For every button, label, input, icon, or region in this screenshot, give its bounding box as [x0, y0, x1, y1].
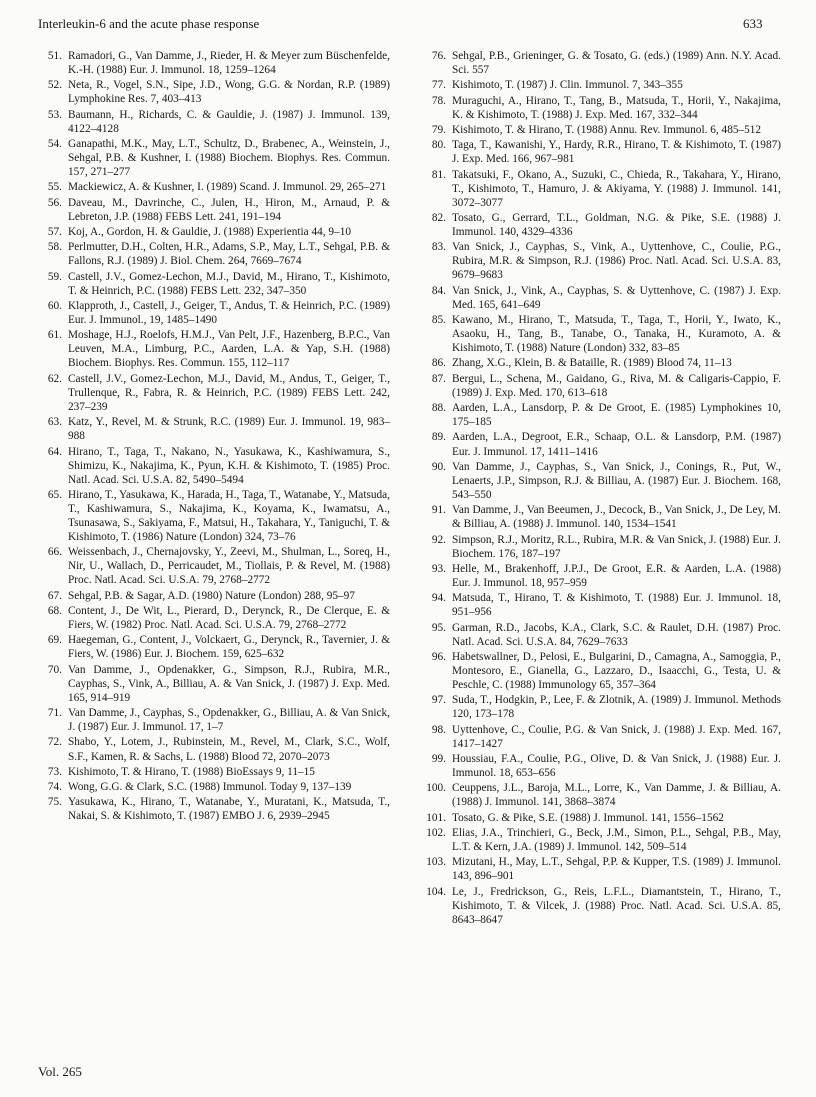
reference-text: Kishimoto, T. & Hirano, T. (1988) Annu. Rev. Immunol. 6, 485–512: [452, 123, 762, 136]
reference-number: 92.: [431, 533, 446, 546]
page-number: 633: [743, 16, 763, 31]
reference-number: 68.: [47, 605, 62, 618]
reference-number: 62.: [47, 372, 62, 385]
reference-number: 82.: [431, 212, 446, 225]
reference-entry: [421, 621, 781, 649]
reference-number: 93.: [431, 562, 446, 575]
reference-text: Mizutani, H., May, L.T., Sehgal, P.P. & Kupper, T.S. (1989) J. Immunol. 143, 896–901: [452, 856, 781, 883]
reference-entry: [38, 706, 390, 734]
reference-number: 75.: [47, 796, 62, 809]
reference-number: 71.: [47, 707, 62, 720]
reference-entry: [38, 545, 390, 587]
reference-text: Houssiau, F.A., Coulie, P.G., Olive, D. & Van Snick, J. (1988) Eur. J. Immunol. 18, 653–656: [452, 753, 781, 780]
reference-entry: [38, 78, 390, 106]
reference-text: Moshage, H.J., Roelofs, H.M.J., Van Pelt, J.F., Hazenberg, B.P.C., Van Leuven, M.A., Limburg, P.C., Aarden, L.A. & Yap, S.H. (1988) Biochem. Biophys. Res. Commun. 155, 112–117: [68, 329, 390, 370]
reference-number: 63.: [47, 416, 62, 429]
reference-list-left: [38, 49, 390, 825]
reference-entry: [421, 811, 781, 825]
reference-entry: [421, 123, 781, 137]
reference-entry: [421, 401, 781, 429]
reference-number: 84.: [431, 284, 446, 297]
reference-number: 78.: [431, 94, 446, 107]
reference-number: 66.: [47, 546, 62, 559]
reference-number: 101.: [426, 811, 446, 824]
reference-text: Uyttenhove, C., Coulie, P.G. & Van Snick, J. (1988) J. Exp. Med. 167, 1417–1427: [452, 723, 781, 750]
reference-text: Van Snick, J., Cayphas, S., Vink, A., Uyttenhove, C., Coulie, P.G., Rubira, M.R. & Simpson, R.J. (1986) Proc. Natl. Acad. Sci. U.S.A. 83, 9679–9683: [452, 241, 781, 282]
reference-entry: [421, 356, 781, 370]
reference-number: 60.: [47, 300, 62, 313]
reference-number: 94.: [431, 592, 446, 605]
reference-text: Castell, J.V., Gomez-Lechon, M.J., David, M., Andus, T., Geiger, T., Trullenque, R., Fabra, R. & Heinrich, P.C. (1989) FEBS Lett. 242, 237–239: [68, 372, 390, 413]
reference-entry: [421, 430, 781, 458]
reference-text: Shabo, Y., Lotem, J., Rubinstein, M., Revel, M., Clark, S.C., Wolf, S.F., Kamen, R. & Sachs, L. (1988) Blood 72, 2070–2073: [68, 736, 390, 763]
reference-text: Castell, J.V., Gomez-Lechon, M.J., David, M., Hirano, T., Kishimoto, T. & Heinrich, P.C. (1988) FEBS Lett. 232, 347–350: [68, 270, 390, 297]
reference-text: Perlmutter, D.H., Colten, H.R., Adams, S.P., May, L.T., Sehgal, P.B. & Fallons, R.J. (1989) J. Biol. Chem. 264, 7669–7674: [68, 241, 390, 268]
reference-entry: [421, 313, 781, 355]
reference-text: Sehgal, P.B., Grieninger, G. & Tosato, G. (eds.) (1989) Ann. N.Y. Acad. Sci. 557: [452, 50, 781, 77]
reference-entry: [38, 445, 390, 487]
reference-number: 69.: [47, 634, 62, 647]
reference-number: 98.: [431, 723, 446, 736]
reference-entry: [421, 284, 781, 312]
reference-entry: [421, 591, 781, 619]
reference-text: Takatsuki, F., Okano, A., Suzuki, C., Chieda, R., Takahara, Y., Hirano, T., Kishimoto, T., Hamuro, J. & Akiyama, Y. (1988) J. Immunol. 141, 3072–3077: [452, 168, 781, 209]
reference-text: Yasukawa, K., Hirano, T., Watanabe, Y., Muratani, K., Matsuda, T., Nakai, S. & Kishimoto, T. (1987) EMBO J. 6, 2939–2945: [68, 796, 390, 823]
reference-entry: [421, 78, 781, 92]
reference-number: 100.: [426, 782, 446, 795]
reference-number: 61.: [47, 329, 62, 342]
reference-entry: [421, 781, 781, 809]
reference-list-right: [421, 49, 781, 928]
reference-text: Neta, R., Vogel, S.N., Sipe, J.D., Wong, G.G. & Nordan, R.P. (1989) Lymphokine Res. 7, 403–413: [68, 79, 390, 106]
reference-entry: [421, 503, 781, 531]
reference-entry: [421, 723, 781, 751]
reference-text: Hirano, T., Taga, T., Nakano, N., Yasukawa, K., Kashiwamura, S., Shimizu, K., Nakajima, K., Pyun, K.H. & Kishimoto, T. (1985) Proc. Natl. Acad. Sci. U.S.A. 82, 5490–5494: [68, 445, 390, 486]
reference-entry: [38, 180, 390, 194]
reference-entry: [421, 693, 781, 721]
reference-text: Helle, M., Brakenhoff, J.P.J., De Groot, E.R. & Aarden, L.A. (1988) Eur. J. Immunol. 18, 957–959: [452, 562, 781, 589]
reference-entry: [421, 94, 781, 122]
reference-number: 89.: [431, 431, 446, 444]
reference-text: Elias, J.A., Trinchieri, G., Beck, J.M., Simon, P.L., Sehgal, P.B., May, L.T. & Kern, J.A. (1989) J. Immunol. 142, 509–514: [452, 826, 781, 854]
reference-number: 64.: [47, 445, 62, 458]
reference-text: Bergui, L., Schena, M., Gaidano, G., Riva, M. & Caligaris-Cappio, F. (1989) J. Exp. Med. 170, 613–618: [452, 372, 781, 399]
reference-text: Ganapathi, M.K., May, L.T., Schultz, D., Brabenec, A., Weinstein, J., Sehgal, P.B. & Kushner, I. (1988) Biochem. Biophys. Res. Commun. 157, 271–277: [68, 138, 390, 179]
reference-entry: [38, 270, 390, 298]
running-title: Interleukin-6 and the acute phase response: [38, 16, 260, 31]
reference-text: Van Damme, J., Cayphas, S., Opdenakker, G., Billiau, A. & Van Snick, J. (1987) Eur. J. Immunol. 17, 1–7: [68, 707, 390, 734]
reference-entry: [421, 562, 781, 590]
reference-entry: [421, 460, 781, 502]
reference-text: Tosato, G. & Pike, S.E. (1988) J. Immunol. 141, 1556–1562: [452, 811, 724, 824]
reference-text: Van Damme, J., Opdenakker, G., Simpson, R.J., Rubira, M.R., Cayphas, S., Vink, A., Billiau, A. & Van Snick, J. (1987) J. Exp. Med. 165, 914–919: [68, 663, 390, 704]
reference-text: Kishimoto, T. (1987) J. Clin. Immunol. 7, 343–355: [452, 79, 683, 92]
reference-entry: [38, 225, 390, 239]
reference-number: 57.: [47, 226, 62, 239]
reference-entry: [38, 765, 390, 779]
reference-text: Baumann, H., Richards, C. & Gauldie, J. (1987) J. Immunol. 139, 4122–4128: [68, 108, 390, 135]
reference-entry: [421, 211, 781, 239]
reference-text: Aarden, L.A., Degroot, E.R., Schaap, O.L. & Lansdorp, P.M. (1987) Eur. J. Immunol. 17, 1411–1416: [452, 431, 781, 458]
reference-text: Ramadori, G., Van Damme, J., Rieder, H. & Meyer zum Büschenfelde, K.-H. (1988) Eur. J. Immunol. 18, 1259–1264: [68, 50, 390, 77]
reference-text: Le, J., Fredrickson, G., Reis, L.F.L., Diamantstein, T., Hirano, T., Kishimoto, T. & Vilcek, J. (1988) Proc. Natl. Acad. Sci. U.S.A. 85, 8643–8647: [452, 885, 781, 926]
reference-entry: [38, 137, 390, 179]
reference-entry: [38, 415, 390, 443]
reference-number: 55.: [47, 181, 62, 194]
reference-number: 67.: [47, 589, 62, 602]
reference-number: 85.: [431, 314, 446, 327]
reference-number: 97.: [431, 694, 446, 707]
reference-text: Van Snick, J., Vink, A., Cayphas, S. & Uyttenhove, C. (1987) J. Exp. Med. 165, 641–649: [452, 284, 781, 311]
reference-entry: [421, 240, 781, 282]
reference-entry: [38, 589, 390, 603]
reference-text: Daveau, M., Davrinche, C., Julen, H., Hiron, M., Arnaud, P. & Lebreton, J.P. (1988) FEBS Lett. 241, 191–194: [68, 196, 390, 223]
reference-entry: [38, 735, 390, 763]
reference-number: 104.: [426, 885, 446, 898]
reference-entry: [38, 372, 390, 414]
reference-number: 79.: [431, 123, 446, 136]
reference-entry: [421, 49, 781, 77]
reference-text: Kawano, M., Hirano, T., Matsuda, T., Taga, T., Horii, Y., Iwato, K., Asaoku, H., Tang, B., Tanabe, O., Tanaka, H., Kuramoto, A. & Kishimoto, T. (1988) Nature (London) 332, 83–85: [452, 314, 781, 355]
reference-entry: [38, 108, 390, 136]
reference-number: 65.: [47, 488, 62, 501]
reference-text: Hirano, T., Yasukawa, K., Harada, H., Taga, T., Watanabe, Y., Matsuda, T., Kashiwamura, S., Nakajima, K., Koyama, K., Iwamatsu, A., Tsunasawa, S., Sakiyama, F., Matsui, H., Takahara, Y., Taniguchi, T. & Kishimoto, T. (1986) Nature (London) 324, 73–76: [68, 488, 390, 544]
reference-text: Klapproth, J., Castell, J., Geiger, T., Andus, T. & Heinrich, P.C. (1989) Eur. J. Immunol., 19, 1485–1490: [68, 300, 390, 327]
reference-number: 73.: [47, 765, 62, 778]
reference-number: 80.: [431, 139, 446, 152]
reference-entry: [421, 168, 781, 210]
reference-number: 72.: [47, 736, 62, 749]
reference-text: Suda, T., Hodgkin, P., Lee, F. & Zlotnik, A. (1989) J. Immunol. Methods 120, 173–178: [452, 694, 781, 721]
reference-text: Van Damme, J., Cayphas, S., Van Snick, J., Conings, R., Put, W., Lenaerts, J.P., Simpson, R.J. & Billiau, A. (1987) Eur. J. Biochem. 168, 543–550: [452, 460, 781, 501]
reference-number: 87.: [431, 372, 446, 385]
reference-entry: [38, 604, 390, 632]
reference-entry: [421, 138, 781, 166]
reference-text: Aarden, L.A., Lansdorp, P. & De Groot, E. (1985) Lymphokines 10, 175–185: [452, 402, 781, 429]
volume-label: Vol. 265: [38, 1064, 82, 1079]
reference-text: Weissenbach, J., Chernajovsky, Y., Zeevi, M., Shulman, L., Soreq, H., Nir, U., Wallach, D., Perricaudet, M., Tiollais, P. & Revel, M. (1988) Proc. Natl. Acad. Sci. U.S.A. 79, 2768–2772: [68, 546, 390, 587]
reference-entry: [421, 826, 781, 854]
reference-entry: [421, 533, 781, 561]
reference-number: 96.: [431, 650, 446, 663]
reference-entry: [421, 885, 781, 927]
reference-number: 52.: [47, 79, 62, 92]
reference-entry: [38, 663, 390, 705]
reference-number: 102.: [426, 826, 446, 839]
reference-entry: [38, 795, 390, 823]
reference-entry: [38, 299, 390, 327]
reference-entry: [421, 372, 781, 400]
reference-text: Katz, Y., Revel, M. & Strunk, R.C. (1989) Eur. J. Immunol. 19, 983–988: [68, 416, 390, 443]
reference-entry: [421, 752, 781, 780]
reference-entry: [38, 240, 390, 268]
reference-number: 83.: [431, 241, 446, 254]
reference-text: Garman, R.D., Jacobs, K.A., Clark, S.C. & Raulet, D.H. (1987) Proc. Natl. Acad. Sci. U.S.A. 84, 7629–7633: [452, 621, 781, 648]
reference-text: Taga, T., Kawanishi, Y., Hardy, R.R., Hirano, T. & Kishimoto, T. (1987) J. Exp. Med. 166, 967–981: [452, 139, 781, 166]
reference-number: 53.: [47, 108, 62, 121]
reference-text: Kishimoto, T. & Hirano, T. (1988) BioEssays 9, 11–15: [68, 765, 315, 778]
reference-number: 58.: [47, 241, 62, 254]
reference-text: Tosato, G., Gerrard, T.L., Goldman, N.G. & Pike, S.E. (1988) J. Immunol. 140, 4329–4336: [452, 212, 781, 239]
reference-number: 54.: [47, 138, 62, 151]
reference-number: 90.: [431, 460, 446, 473]
reference-text: Wong, G.G. & Clark, S.C. (1988) Immunol. Today 9, 137–139: [68, 781, 352, 794]
reference-number: 56.: [47, 196, 62, 209]
reference-number: 51.: [47, 50, 62, 62]
reference-text: Van Damme, J., Van Beeumen, J., Decock, B., Van Snick, J., De Ley, M. & Billiau, A. (1988) J. Immunol. 140, 1534–1541: [452, 504, 781, 531]
reference-text: Content, J., De Wit, L., Pierard, D., Derynck, R., De Clerque, E. & Fiers, W. (1982) Proc. Natl. Acad. Sci. U.S.A. 79, 2768–2772: [68, 605, 390, 632]
reference-number: 95.: [431, 621, 446, 634]
reference-entry: [38, 633, 390, 661]
reference-entry: [38, 780, 390, 794]
reference-number: 91.: [431, 504, 446, 517]
reference-number: 76.: [431, 50, 446, 62]
reference-number: 59.: [47, 270, 62, 283]
reference-number: 99.: [431, 753, 446, 765]
reference-number: 103.: [426, 856, 446, 869]
reference-entry: [38, 488, 390, 544]
reference-entry: [421, 855, 781, 883]
reference-text: Matsuda, T., Hirano, T. & Kishimoto, T. (1988) Eur. J. Immunol. 18, 951–956: [452, 592, 781, 619]
reference-text: Simpson, R.J., Moritz, R.L., Rubira, M.R. & Van Snick, J. (1988) Eur. J. Biochem. 176, 187–197: [452, 533, 781, 560]
reference-text: Zhang, X.G., Klein, B. & Bataille, R. (1989) Blood 74, 11–13: [452, 357, 732, 370]
reference-text: Habetswallner, D., Pelosi, E., Bulgarini, D., Camagna, A., Samoggia, P., Montesoro, E., Gianella, G., Lazzaro, D., Isaacchi, G., Testa, U. & Peschle, C. (1988) Immunology 65, 357–364: [452, 650, 781, 692]
reference-entry: [421, 650, 781, 692]
reference-entry: [38, 328, 390, 370]
reference-text: Mackiewicz, A. & Kushner, I. (1989) Scand. J. Immunol. 29, 265–271: [68, 181, 387, 194]
reference-text: Koj, A., Gordon, H. & Gauldie, J. (1988) Experientia 44, 9–10: [68, 226, 352, 239]
reference-number: 70.: [47, 663, 62, 676]
reference-number: 77.: [431, 79, 446, 92]
reference-text: Haegeman, G., Content, J., Volckaert, G., Derynck, R., Tavernier, J. & Fiers, W. (1986) Eur. J. Biochem. 159, 625–632: [68, 634, 390, 661]
reference-entry: [38, 196, 390, 224]
reference-text: Sehgal, P.B. & Sagar, A.D. (1980) Nature (London) 288, 95–97: [68, 589, 355, 602]
reference-entry: [38, 49, 390, 77]
reference-number: 86.: [431, 357, 446, 370]
reference-text: Ceuppens, J.L., Baroja, M.L., Lorre, K., Van Damme, J. & Billiau, A. (1988) J. Immunol. 141, 3868–3874: [452, 782, 781, 809]
reference-text: Muraguchi, A., Hirano, T., Tang, B., Matsuda, T., Horii, Y., Nakajima, K. & Kishimoto, T. (1988) J. Exp. Med. 167, 332–344: [452, 94, 781, 121]
reference-number: 88.: [431, 402, 446, 415]
reference-number: 74.: [47, 781, 62, 794]
reference-number: 81.: [431, 168, 446, 181]
